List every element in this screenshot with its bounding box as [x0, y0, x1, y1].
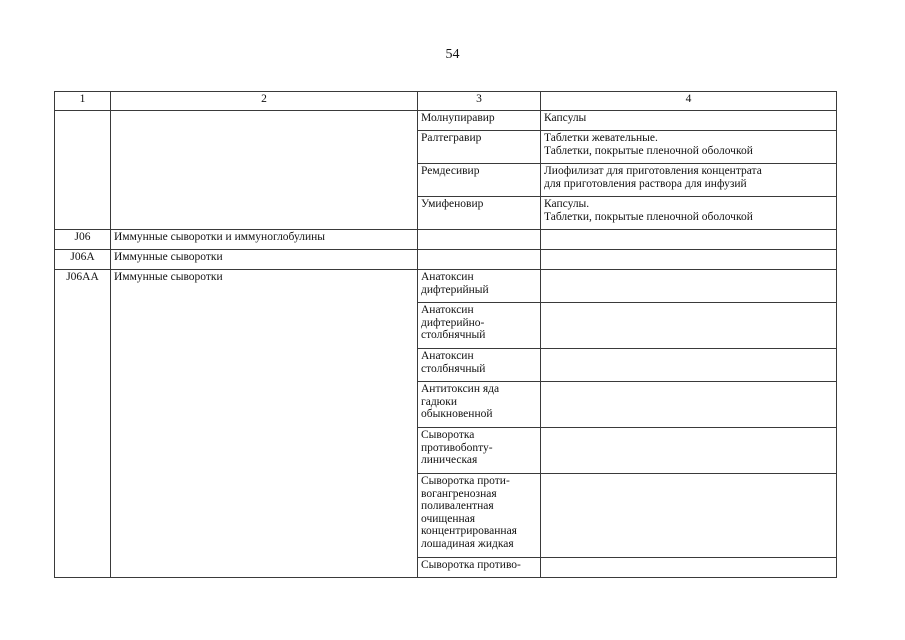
table-row [55, 270, 837, 303]
drug-name: Анатоксин столбнячный [418, 349, 541, 382]
dosage-form [541, 270, 837, 303]
column-number-4: 4 [541, 92, 837, 111]
atc-code: J06 [55, 230, 111, 250]
drug-name: Сыворотка проти- вогангренозная поливалентная очищенная концентрированная лошадиная жидкая [418, 474, 541, 558]
medicines-table [54, 91, 837, 578]
column-number-3: 3 [418, 92, 541, 111]
drug-name: Сыворотка противо- [418, 558, 541, 578]
dosage-form: Капсулы [541, 111, 837, 131]
dosage-form [541, 250, 837, 270]
drug-name: Анатоксин дифтерийный [418, 270, 541, 303]
dosage-form: Таблетки жевательные. Таблетки, покрытые пленочной оболочкой [541, 131, 837, 164]
atc-group-cell [111, 111, 418, 230]
dosage-form [541, 474, 837, 558]
dosage-form [541, 303, 837, 349]
atc-group-name: Иммунные сыворотки [111, 250, 418, 270]
dosage-form [541, 428, 837, 474]
dosage-form: Капсулы. Таблетки, покрытые пленочной оболочкой [541, 197, 837, 230]
atc-code-cell [55, 111, 111, 230]
atc-code: J06A [55, 250, 111, 270]
drug-name: Анатоксин дифтерийно- столбнячный [418, 303, 541, 349]
column-number-row [55, 92, 837, 111]
drug-name: Сыворотка противобоnту- линическая [418, 428, 541, 474]
page-number: 54 [445, 47, 460, 62]
drug-name [418, 230, 541, 250]
atc-code: J06AA [55, 270, 111, 578]
atc-group-name: Иммунные сыворотки [111, 270, 418, 578]
drug-name: Ремдесивир [418, 164, 541, 197]
column-number-2: 2 [111, 92, 418, 111]
dosage-form [541, 349, 837, 382]
table-row [55, 111, 837, 131]
drug-name: Молнупиравир [418, 111, 541, 131]
drug-name [418, 250, 541, 270]
dosage-form: Лиофилизат для приготовления концентрата для приготовления раствора для инфузий [541, 164, 837, 197]
dosage-form [541, 558, 837, 578]
drug-name: Ралтегравир [418, 131, 541, 164]
column-number-1: 1 [55, 92, 111, 111]
dosage-form [541, 230, 837, 250]
table-row [55, 230, 837, 250]
drug-name: Антитоксин яда гадюки обыкновенной [418, 382, 541, 428]
dosage-form [541, 382, 837, 428]
atc-group-name: Иммунные сыворотки и иммуноглобулины [111, 230, 418, 250]
drug-name: Умифеновир [418, 197, 541, 230]
table-row [55, 250, 837, 270]
